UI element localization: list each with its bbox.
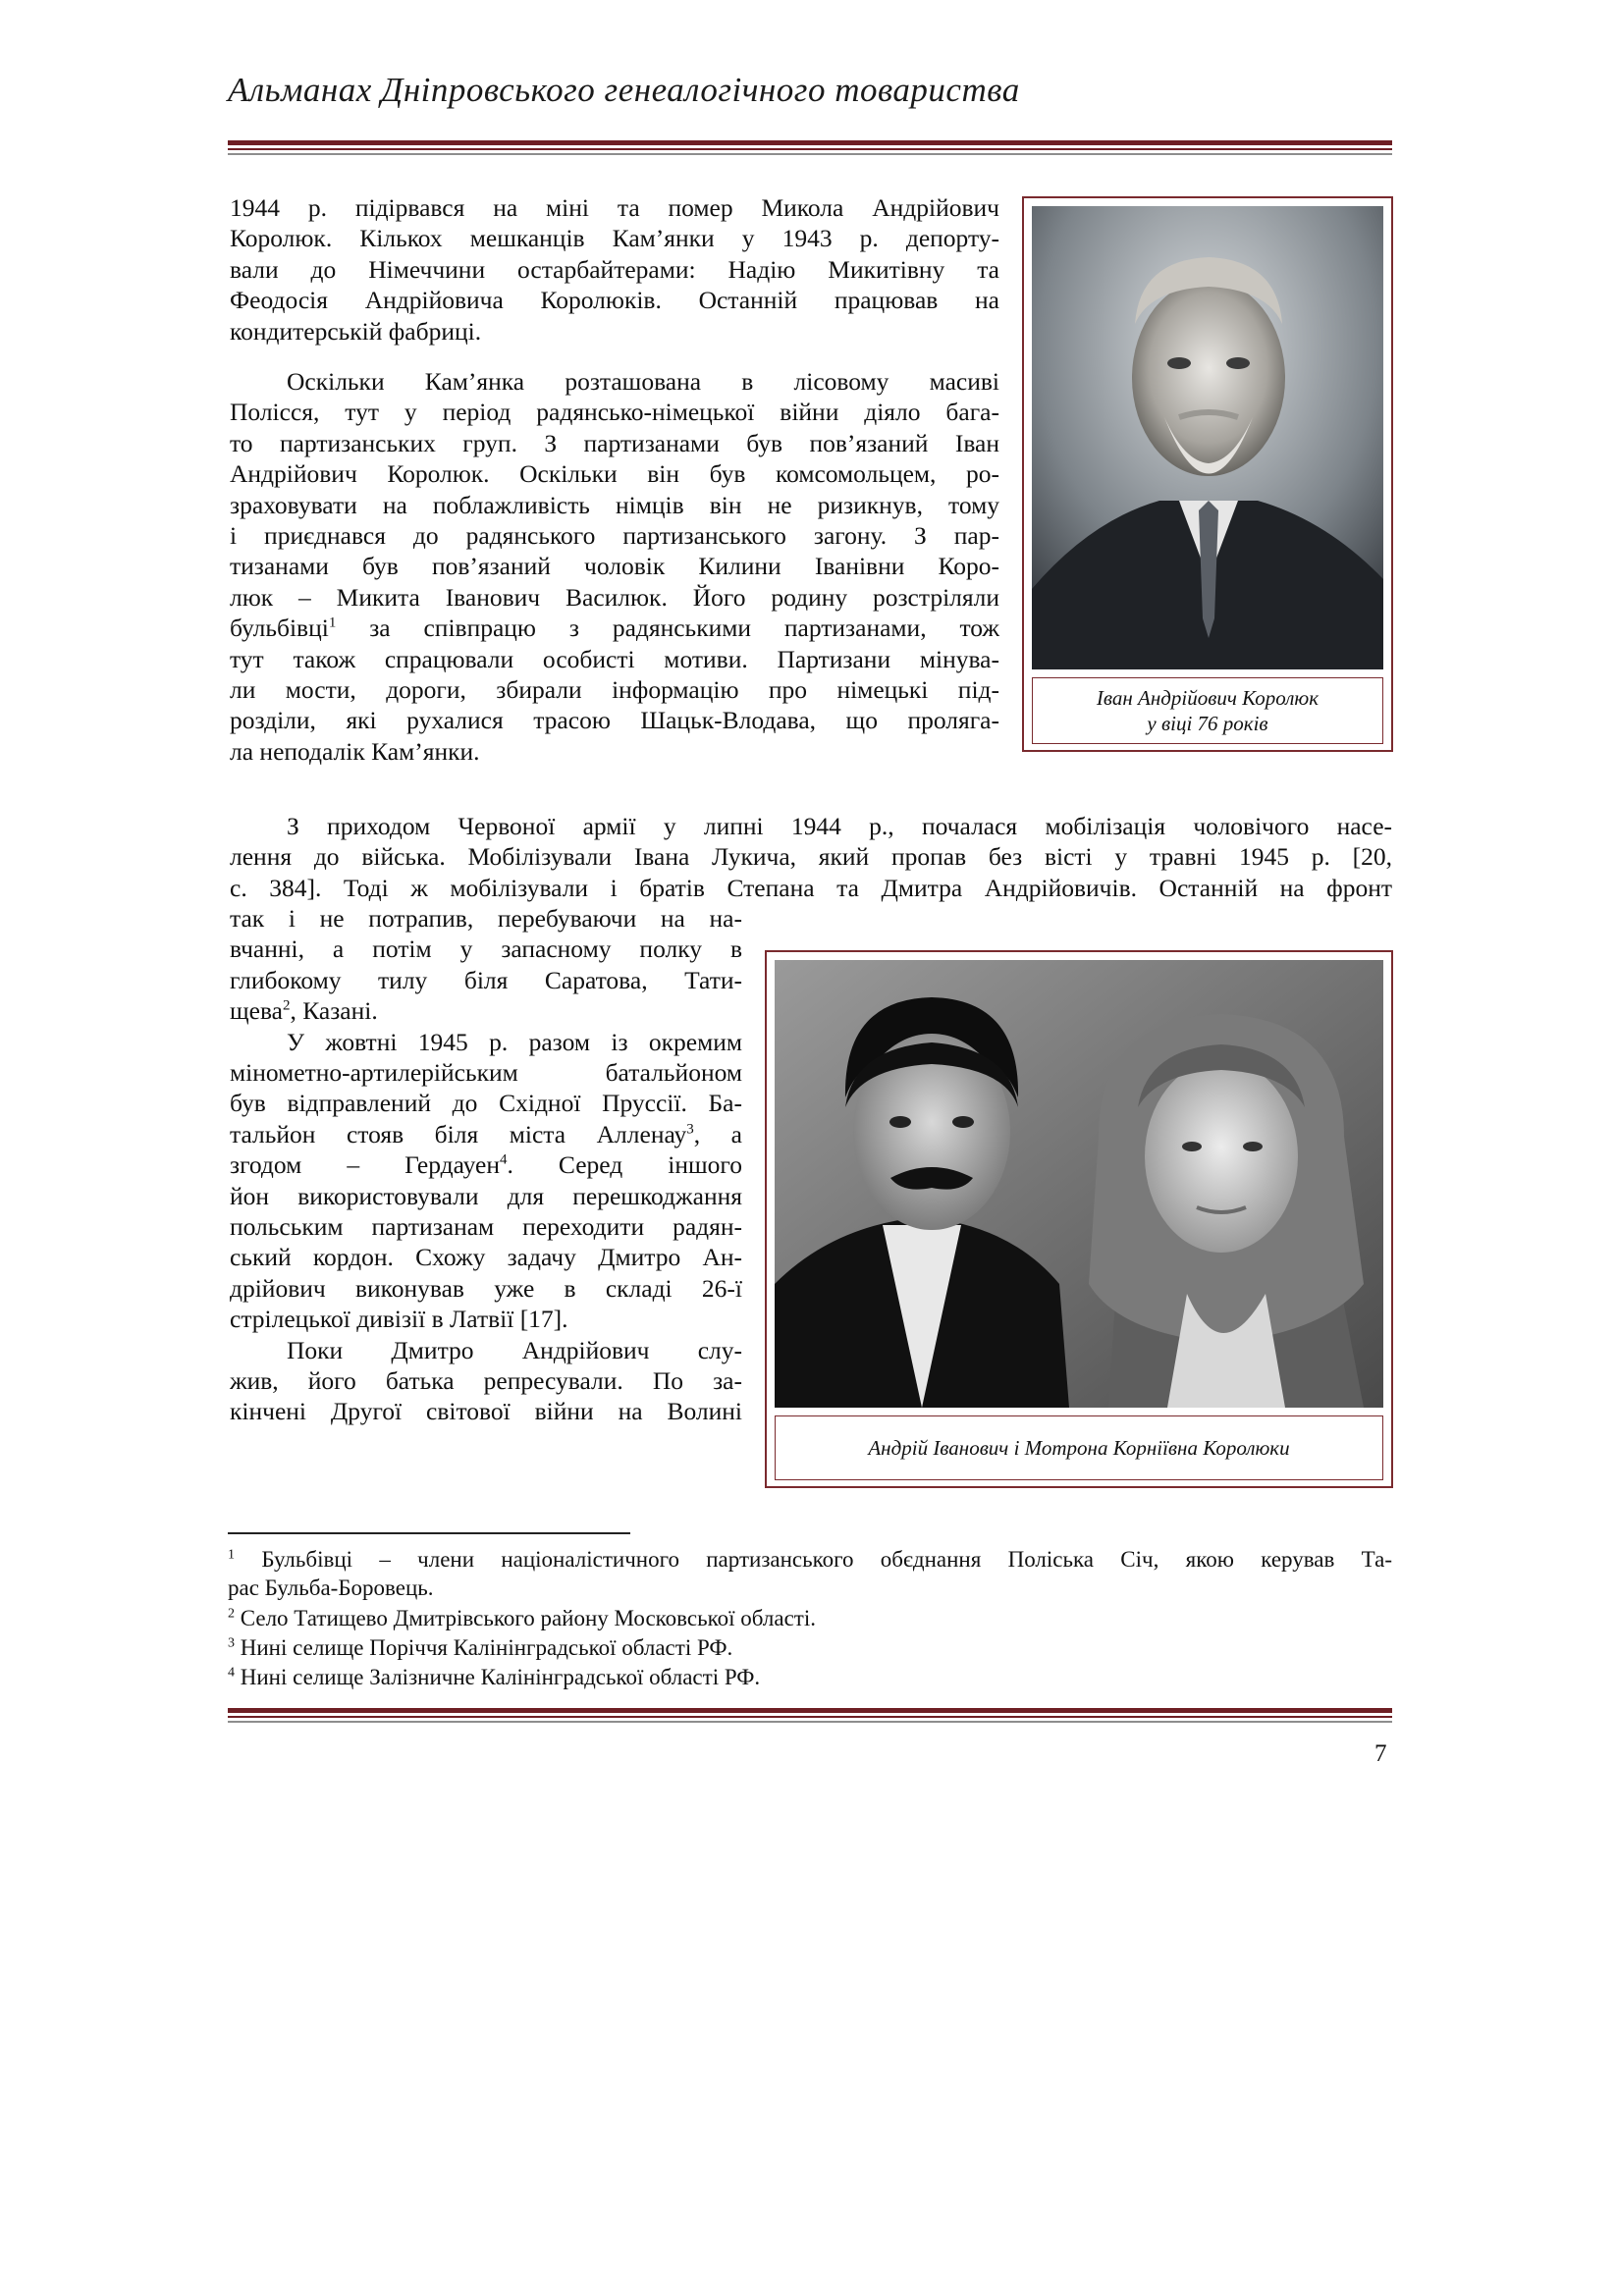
text-line: Феодосія Андрійовича Королюків. Останній працював на [230,286,999,315]
page-number: 7 [1374,1740,1387,1767]
figure-2-caption [775,1415,1383,1480]
text-line: с. 384]. Тоді ж мобілізували і братів Степана та Дмитра Андрійовичів. Останній на фронт [230,873,1392,902]
footnote-3-number: 3 [228,1635,235,1651]
text-fragment: щева [230,996,283,1026]
text-fragment: , а [693,1119,742,1148]
text-line: тут також спрацювали особисті мотиви. Партизани мінува- [230,644,999,673]
footnote-4-number: 4 [228,1665,235,1681]
footnote-1-line-1: Бульбівці – члени націоналістичного партизанського обєднання Поліська Січ, якою керував Та- [261,1547,1393,1572]
text-line: глибокому тилу біля Саратова, Тати- [230,965,742,994]
footer-rule [228,1708,1392,1723]
figure-couple-portrait [765,950,1393,1488]
text-line: Полісся, тут у період радянсько-німецької війни діяло бага- [230,398,999,427]
text-fragment: згодом – Гердауен [230,1150,501,1180]
footnote-3 [228,1633,1392,1662]
text-line: і приєднався до радянського партизанського загону. З пар- [230,521,999,550]
portrait-photo [1032,206,1383,669]
text-line: зраховувати на поблажливість німців він не ризикнув, тому [230,490,999,519]
text-line: Оскільки Кам’янка розташована в лісовому масиві [287,367,999,396]
text-fragment: бульбівці [230,614,329,643]
text-line: ський кордон. Схожу задачу Дмитро Ан- [230,1243,742,1272]
text-line: розділи, які рухалися трасою Шацьк-Влодава, що проляга- [230,706,999,735]
text-line: ли мости, дороги, збирали інформацію про німецькі під- [230,675,999,704]
text-line [230,613,999,643]
figure-1-caption [1032,677,1383,744]
footnote-1-cont [228,1574,1392,1602]
text-line: кондитерській фабриці. [230,316,482,346]
text-line [230,1149,742,1180]
footnote-1 [228,1545,1392,1574]
text-line: польським партизанам переходити радян- [230,1212,742,1241]
caption-line-2: у віці 76 років [1147,712,1268,735]
text-line: вчанні, а потім у запасному полку в [230,934,742,964]
text-line: лення до війська. Мобілізували Івана Лукича, який пропав без вісті у травні 1945 р. [20, [230,842,1392,872]
text-line: дрійович виконував уже в складі 26-ї [230,1273,742,1303]
footnote-1-line-2: рас Бульба-Боровець. [228,1575,434,1600]
footnote-separator [228,1532,630,1534]
footnote-ref: 4 [500,1151,508,1168]
text-line: ла неподалік Кам’янки. [230,736,480,766]
header-rule [228,140,1392,155]
text-line: був відправлений до Східної Пруссії. Ба- [230,1089,742,1118]
footnote-4-text: Нині селище Залізничне Калінінградської області РФ. [240,1665,761,1689]
journal-title: Альманах Дніпровського генеалогічного товариства [228,71,1020,109]
caption-line-1: Іван Андрійович Королюк [1096,686,1320,710]
text-line: тизанами був пов’язаний чоловік Килини Іванівни Коро- [230,552,999,581]
couple-photo [775,960,1383,1408]
text-fragment: за співпрацю з радянськими партизанами, тож [336,614,999,643]
footnote-2-number: 2 [228,1606,235,1622]
footnote-ref: 1 [328,614,337,631]
caption-text: Андрій Іванович і Мотрона Корніївна Королюки [868,1436,1290,1460]
footnote-ref: 3 [686,1121,694,1138]
text-line: мінометно-артилерійським батальйоном [230,1058,742,1087]
footnote-2 [228,1604,1392,1632]
text-line: У жовтні 1945 р. разом із окремим [287,1027,742,1056]
text-fragment: . Серед іншого [507,1150,742,1180]
text-line: З приходом Червоної армії у липні 1944 р., почалася мобілізація чоловічого насе- [287,812,1392,840]
portrait-photo-image [1032,206,1383,669]
text-line: вали до Німеччини остарбайтерами: Надію Микитівну та [230,254,999,284]
footnote-ref: 2 [282,997,291,1014]
text-line [230,995,742,1026]
text-line: жив, його батька репресували. По за- [230,1366,742,1395]
text-line [230,1119,742,1149]
text-line: кінчені Другої світової війни на Волині [230,1397,742,1426]
footnote-3-text: Нині селище Поріччя Калінінградської області РФ. [240,1635,733,1660]
text-line: то партизанських груп. З партизанами був пов’язаний Іван [230,428,999,457]
text-line: 1944 р. підірвався на міні та помер Микола Андрійович [230,193,999,222]
text-line: так і не потрапив, перебуваючи на на- [230,904,742,933]
text-line: йон використовували для перешкоджання [230,1181,742,1210]
text-line: Андрійович Королюк. Оскільки він був комсомольцем, ро- [230,459,999,489]
footnote-2-text: Село Татищево Дмитрівського району Московської області. [240,1606,816,1630]
text-fragment: , Казані. [290,996,378,1026]
figure-portrait-ivan [1022,196,1393,752]
footnote-1-number: 1 [228,1547,235,1563]
footnote-4 [228,1663,1392,1691]
text-fragment: тальйон стояв біля міста Алленау [230,1119,687,1148]
text-line: Поки Дмитро Андрійович слу- [287,1335,742,1364]
text-line: Королюк. Кількох мешканців Кам’янки у 1943 р. депорту- [230,224,999,253]
couple-photo-image [775,960,1383,1408]
text-line: стрілецької дивізії в Латвії [17]. [230,1305,568,1334]
text-line: люк – Микита Іванович Василюк. Його родину розстріляли [230,582,999,612]
